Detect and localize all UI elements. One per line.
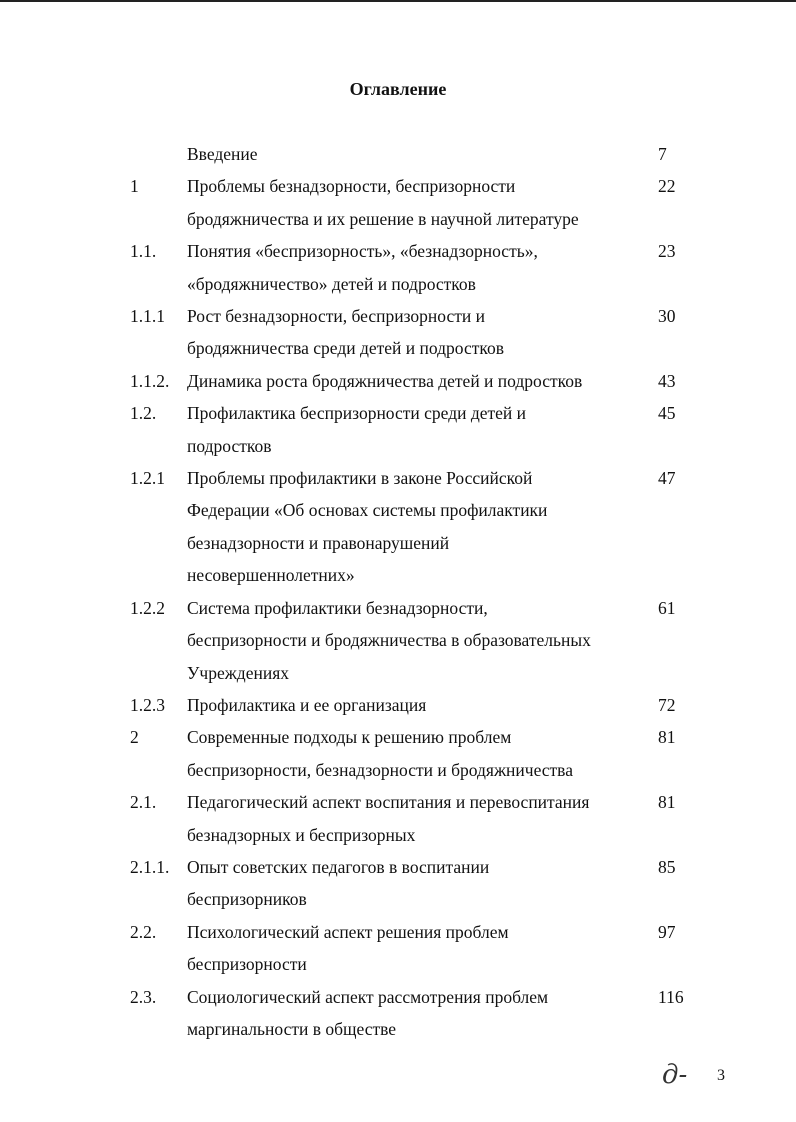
toc-entry-title-line: Профилактика и ее организация [187,694,427,715]
toc-entry-page: 61 [658,597,676,618]
toc-entry-number: 2.2. [130,921,157,942]
toc-entry-page: 81 [658,792,676,813]
toc-entry [0,170,796,235]
toc-entry-title-line: беспризорности, безнадзорности и бродяжничества [187,759,573,780]
toc-title: Оглавление [349,79,447,99]
toc-entry-number: 1.1. [130,241,157,262]
toc-entry-page: 47 [658,468,676,489]
toc-entry-title-line: «бродяжничество» детей и подростков [187,273,476,294]
toc-entry [0,916,796,981]
toc-entry-title [187,235,642,300]
toc-entry-page: 85 [658,856,676,877]
toc-entry-page: 7 [658,144,667,164]
toc-entry-title-line: Введение [187,144,258,164]
toc-entry [0,786,796,851]
toc-entry-number: 1.1.1 [130,306,165,327]
toc-entry-page: 45 [658,403,676,424]
toc-entry-title-line: Проблемы безнадзорности, беспризорности [187,176,516,197]
toc-entry-page: 43 [658,370,676,391]
toc-entry-title-line: бродяжничества и их решение в научной литературе [187,208,579,229]
toc-entry-title-line: Проблемы профилактики в законе Российской [187,468,533,489]
toc-entry-number: 1.2. [130,403,157,424]
page-number: 3 [717,1067,725,1084]
toc-entry-title-line: беспризорников [187,889,307,910]
toc-entry [0,397,796,462]
toc-entry [0,462,796,592]
toc-entry [0,365,796,397]
toc-entry-title-line: Педагогический аспект воспитания и перевоспитания [187,792,590,813]
toc-entry-title-line: Профилактика беспризорности среди детей и [187,403,527,424]
toc-entry-title-line: Опыт советских педагогов в воспитании [187,856,490,877]
toc-entry-number: 2.1.1. [130,856,170,877]
toc-entry-page: 30 [658,306,676,327]
top-border [0,0,796,2]
toc-entry-page: 97 [658,921,676,942]
toc-entry [0,851,796,916]
toc-entry-title-line: безнадзорности и правонарушений [187,532,450,553]
toc-entry-title [187,592,642,689]
toc-entry-number: 1 [130,176,139,197]
toc-entry-title [187,689,642,721]
toc-entry-title [187,138,642,170]
toc-entry-title [187,170,642,235]
toc-entry-title-line: Система профилактики безнадзорности, [187,597,488,618]
toc-entry-title-line: Рост безнадзорности, беспризорности и [187,306,485,327]
toc-entry-number: 1.2.2 [130,597,165,618]
toc-entry-title-line: подростков [187,435,272,456]
table-of-contents [0,138,796,1045]
toc-entry-title-line: Учреждениях [187,662,290,683]
toc-entry-title [187,462,642,592]
toc-entry-number: 2.3. [130,986,157,1007]
toc-entry-title [187,300,642,365]
toc-entry [0,721,796,786]
toc-entry-page: 23 [658,241,676,262]
toc-entry [0,300,796,365]
toc-entry-number: 1.2.1 [130,468,165,489]
toc-entry-title-line: беспризорности [187,954,307,975]
toc-entry-title-line: Современные подходы к решению проблем [187,727,512,748]
toc-entry-title [187,397,642,462]
toc-entry-page: 81 [658,727,676,748]
toc-entry-number: 2 [130,727,139,748]
toc-entry-title-line: безнадзорных и беспризорных [187,824,416,845]
toc-entry-number: 1.1.2. [130,370,170,391]
toc-entry-page: 22 [658,176,676,197]
toc-entry-title [187,981,642,1046]
toc-entry-title-line: Социологический аспект рассмотрения проблем [187,986,549,1007]
toc-entry [0,592,796,689]
toc-entry-title-line: беспризорности и бродяжничества в образовательных [187,630,591,651]
handwritten-signature: д- [662,1060,688,1090]
toc-entry [0,235,796,300]
toc-entry-page: 116 [658,986,684,1007]
toc-entry-title [187,851,642,916]
toc-entry-title-line: маргинальности в обществе [187,1018,397,1039]
toc-entry [0,689,796,721]
toc-entry-title-line: бродяжничества среди детей и подростков [187,338,505,359]
toc-entry-title [187,365,642,397]
toc-entry-page: 72 [658,694,676,715]
toc-entry [0,138,796,170]
toc-entry-number: 1.2.3 [130,694,165,715]
toc-entry-title-line: Динамика роста бродяжничества детей и подростков [187,370,583,391]
toc-entry-title [187,786,642,851]
toc-entry-title [187,721,642,786]
toc-entry-title-line: Понятия «беспризорность», «безнадзорность», [187,241,538,262]
toc-entry [0,981,796,1046]
toc-entry-title-line: Федерации «Об основах системы профилактики [187,500,548,521]
toc-entry-title-line: Психологический аспект решения проблем [187,921,509,942]
toc-entry-title-line: несовершеннолетних» [187,565,355,586]
toc-entry-title [187,916,642,981]
toc-entry-number: 2.1. [130,792,157,813]
